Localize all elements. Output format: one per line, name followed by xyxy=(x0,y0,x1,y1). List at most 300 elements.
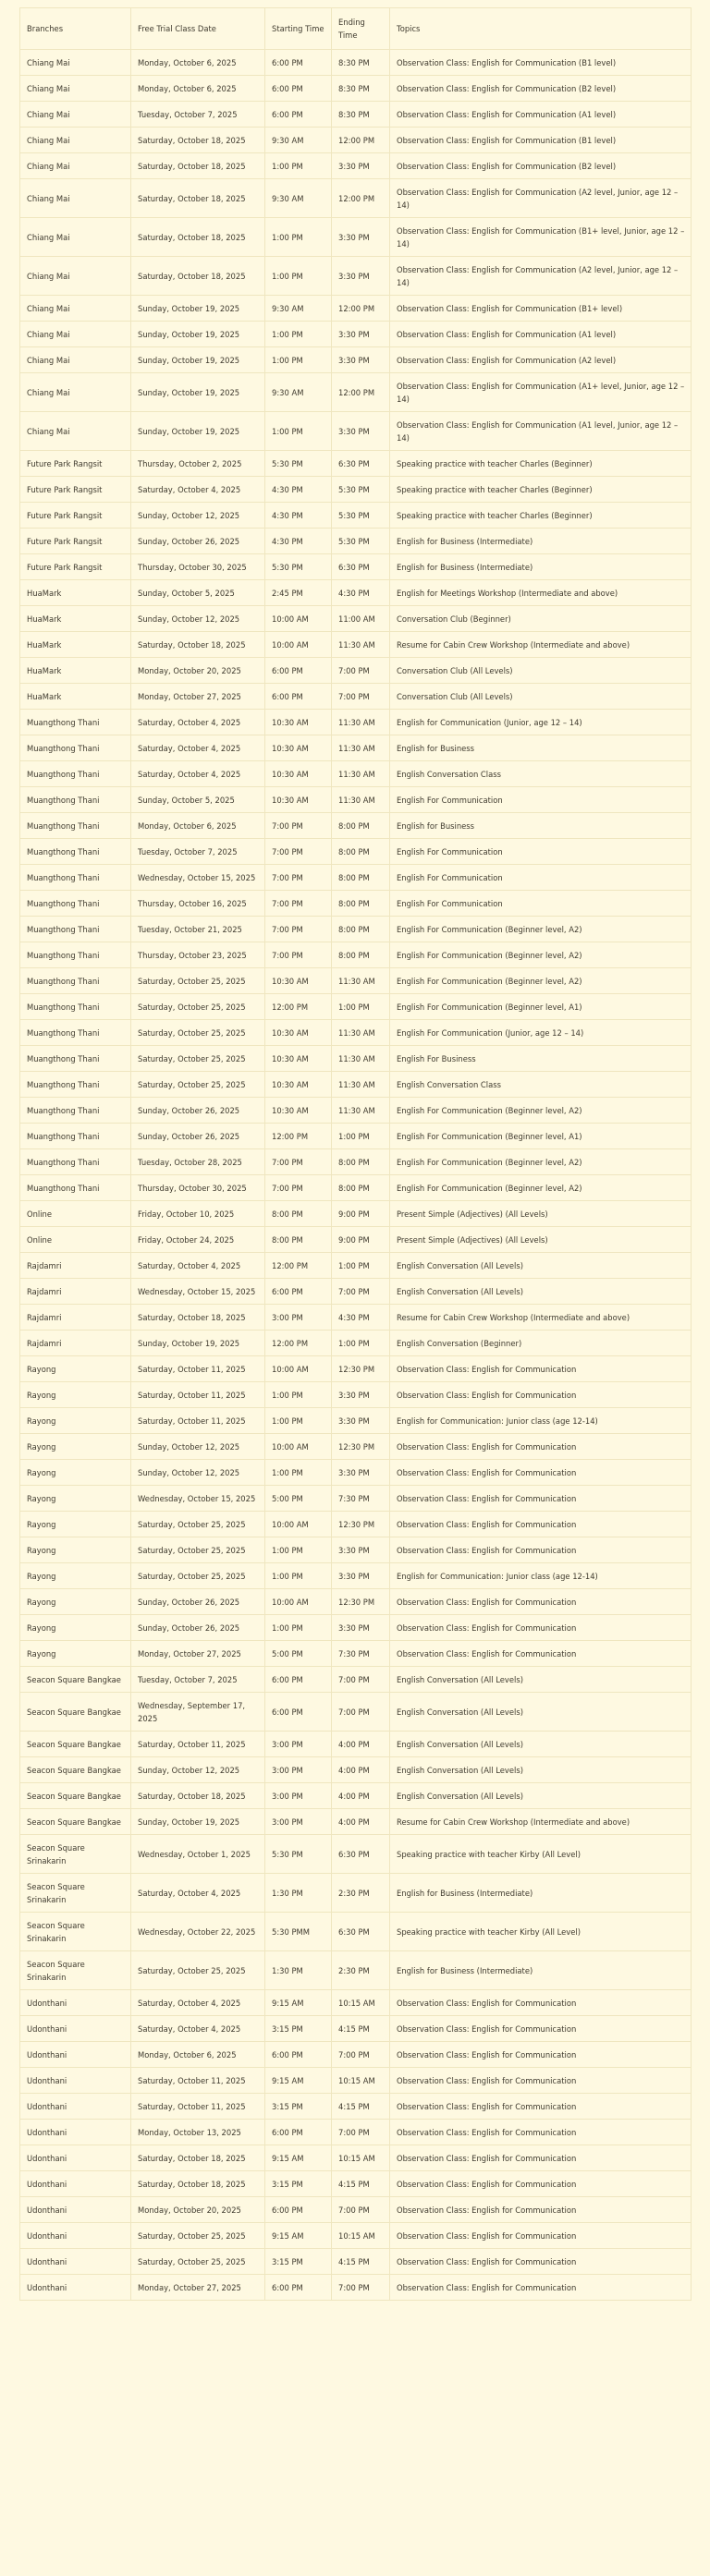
cell-start-time: 4:30 PM xyxy=(265,477,332,503)
cell-end-time: 7:00 PM xyxy=(332,2197,390,2223)
cell-end-time: 11:30 AM xyxy=(332,1046,390,1072)
cell-start-time: 5:30 PM xyxy=(265,451,332,477)
cell-date: Tuesday, October 7, 2025 xyxy=(131,839,265,865)
cell-end-time: 3:30 PM xyxy=(332,1537,390,1563)
cell-start-time: 10:00 AM xyxy=(265,632,332,658)
cell-end-time: 9:00 PM xyxy=(332,1227,390,1253)
cell-date: Monday, October 20, 2025 xyxy=(131,2197,265,2223)
cell-topic: Speaking practice with teacher Charles (Beginner) xyxy=(390,451,692,477)
cell-topic: Observation Class: English for Communication xyxy=(390,1641,692,1667)
cell-branch: Seacon Square Bangkae xyxy=(20,1693,131,1732)
cell-date: Sunday, October 12, 2025 xyxy=(131,503,265,529)
cell-end-time: 8:30 PM xyxy=(332,50,390,76)
cell-topic: Observation Class: English for Communication (A1 level) xyxy=(390,322,692,347)
cell-topic: Observation Class: English for Communication xyxy=(390,2120,692,2145)
cell-date: Saturday, October 4, 2025 xyxy=(131,477,265,503)
cell-date: Wednesday, October 15, 2025 xyxy=(131,1279,265,1305)
cell-branch: Seacon Square Bangkae xyxy=(20,1757,131,1783)
cell-topic: English Conversation (All Levels) xyxy=(390,1757,692,1783)
cell-branch: Udonthani xyxy=(20,2068,131,2094)
cell-start-time: 6:00 PM xyxy=(265,658,332,684)
cell-topic: English Conversation (All Levels) xyxy=(390,1279,692,1305)
cell-start-time: 5:30 PM xyxy=(265,1835,332,1874)
table-row xyxy=(20,2068,692,2094)
cell-end-time: 3:30 PM xyxy=(332,1563,390,1589)
cell-branch: Rayong xyxy=(20,1563,131,1589)
cell-start-time: 12:00 PM xyxy=(265,994,332,1020)
cell-branch: Muangthong Thani xyxy=(20,1020,131,1046)
cell-branch: HuaMark xyxy=(20,606,131,632)
table-row xyxy=(20,2249,692,2275)
cell-start-time: 6:00 PM xyxy=(265,1667,332,1693)
cell-date: Sunday, October 19, 2025 xyxy=(131,347,265,373)
cell-date: Monday, October 20, 2025 xyxy=(131,658,265,684)
cell-topic: Observation Class: English for Communication xyxy=(390,1537,692,1563)
cell-topic: English For Communication (Beginner level, A2) xyxy=(390,1098,692,1124)
cell-date: Sunday, October 19, 2025 xyxy=(131,412,265,451)
cell-topic: Observation Class: English for Communication (A2 level, Junior, age 12 – 14) xyxy=(390,257,692,296)
cell-date: Saturday, October 18, 2025 xyxy=(131,1305,265,1331)
cell-date: Wednesday, October 1, 2025 xyxy=(131,1835,265,1874)
table-row xyxy=(20,1537,692,1563)
cell-end-time: 2:30 PM xyxy=(332,1951,390,1990)
cell-topic: Observation Class: English for Communication xyxy=(390,1615,692,1641)
table-row xyxy=(20,942,692,968)
cell-date: Saturday, October 11, 2025 xyxy=(131,1732,265,1757)
table-row xyxy=(20,1783,692,1809)
cell-start-time: 10:30 AM xyxy=(265,1046,332,1072)
cell-topic: English Conversation Class xyxy=(390,1072,692,1098)
cell-end-time: 9:00 PM xyxy=(332,1201,390,1227)
cell-date: Monday, October 6, 2025 xyxy=(131,813,265,839)
cell-date: Saturday, October 18, 2025 xyxy=(131,153,265,179)
table-row xyxy=(20,917,692,942)
cell-topic: English for Meetings Workshop (Intermediate and above) xyxy=(390,580,692,606)
table-row xyxy=(20,1990,692,2016)
cell-start-time: 1:00 PM xyxy=(265,1563,332,1589)
table-row xyxy=(20,554,692,580)
cell-branch: Muangthong Thani xyxy=(20,891,131,917)
cell-topic: Observation Class: English for Communication xyxy=(390,2145,692,2171)
cell-end-time: 3:30 PM xyxy=(332,1460,390,1486)
cell-end-time: 7:00 PM xyxy=(332,1667,390,1693)
cell-end-time: 11:30 AM xyxy=(332,1072,390,1098)
cell-start-time: 6:00 PM xyxy=(265,76,332,102)
cell-start-time: 5:00 PM xyxy=(265,1486,332,1512)
cell-end-time: 6:30 PM xyxy=(332,554,390,580)
cell-date: Saturday, October 11, 2025 xyxy=(131,1408,265,1434)
table-row xyxy=(20,968,692,994)
cell-branch: Muangthong Thani xyxy=(20,761,131,787)
table-row xyxy=(20,1098,692,1124)
cell-branch: Seacon Square Srinakarin xyxy=(20,1951,131,1990)
cell-branch: Udonthani xyxy=(20,2197,131,2223)
cell-date: Wednesday, October 15, 2025 xyxy=(131,865,265,891)
cell-start-time: 1:00 PM xyxy=(265,257,332,296)
cell-branch: Rayong xyxy=(20,1460,131,1486)
table-row xyxy=(20,1331,692,1356)
table-row xyxy=(20,1486,692,1512)
cell-start-time: 6:00 PM xyxy=(265,684,332,710)
cell-start-time: 5:30 PM xyxy=(265,554,332,580)
cell-branch: Online xyxy=(20,1201,131,1227)
cell-start-time: 7:00 PM xyxy=(265,813,332,839)
cell-start-time: 3:15 PM xyxy=(265,2016,332,2042)
cell-topic: Resume for Cabin Crew Workshop (Intermediate and above) xyxy=(390,1305,692,1331)
cell-branch: Rajdamri xyxy=(20,1279,131,1305)
cell-date: Saturday, October 11, 2025 xyxy=(131,2068,265,2094)
cell-start-time: 6:00 PM xyxy=(265,2275,332,2301)
cell-topic: Observation Class: English for Communication (A2 level, Junior, age 12 – 14) xyxy=(390,179,692,218)
cell-end-time: 4:00 PM xyxy=(332,1809,390,1835)
cell-start-time: 5:30 PMM xyxy=(265,1913,332,1951)
cell-topic: English for Business (Intermediate) xyxy=(390,1951,692,1990)
table-row xyxy=(20,761,692,787)
cell-branch: Seacon Square Srinakarin xyxy=(20,1874,131,1913)
table-row xyxy=(20,1253,692,1279)
table-row xyxy=(20,477,692,503)
cell-branch: Chiang Mai xyxy=(20,102,131,128)
cell-date: Saturday, October 25, 2025 xyxy=(131,1563,265,1589)
cell-topic: English For Communication xyxy=(390,787,692,813)
table-row xyxy=(20,1072,692,1098)
cell-topic: Speaking practice with teacher Kirby (All Level) xyxy=(390,1835,692,1874)
cell-branch: Udonthani xyxy=(20,2145,131,2171)
cell-date: Friday, October 24, 2025 xyxy=(131,1227,265,1253)
cell-topic: Conversation Club (All Levels) xyxy=(390,658,692,684)
cell-end-time: 8:00 PM xyxy=(332,891,390,917)
cell-start-time: 4:30 PM xyxy=(265,529,332,554)
cell-end-time: 4:00 PM xyxy=(332,1783,390,1809)
cell-start-time: 3:00 PM xyxy=(265,1305,332,1331)
cell-date: Saturday, October 4, 2025 xyxy=(131,2016,265,2042)
cell-date: Monday, October 13, 2025 xyxy=(131,2120,265,2145)
cell-date: Sunday, October 26, 2025 xyxy=(131,1615,265,1641)
cell-end-time: 8:00 PM xyxy=(332,1149,390,1175)
cell-end-time: 12:30 PM xyxy=(332,1356,390,1382)
cell-end-time: 12:00 PM xyxy=(332,373,390,412)
cell-end-time: 1:00 PM xyxy=(332,1253,390,1279)
cell-start-time: 7:00 PM xyxy=(265,891,332,917)
cell-date: Sunday, October 19, 2025 xyxy=(131,322,265,347)
cell-end-time: 10:15 AM xyxy=(332,1990,390,2016)
cell-end-time: 8:00 PM xyxy=(332,942,390,968)
cell-start-time: 10:30 AM xyxy=(265,1020,332,1046)
cell-topic: Observation Class: English for Communication (A1 level) xyxy=(390,102,692,128)
cell-topic: English for Communication (Junior, age 12 – 14) xyxy=(390,710,692,735)
cell-branch: HuaMark xyxy=(20,632,131,658)
header-start-time: Starting Time xyxy=(265,8,332,50)
cell-end-time: 11:30 AM xyxy=(332,1020,390,1046)
cell-date: Sunday, October 19, 2025 xyxy=(131,1809,265,1835)
cell-topic: Observation Class: English for Communication xyxy=(390,2171,692,2197)
cell-branch: Seacon Square Srinakarin xyxy=(20,1835,131,1874)
cell-branch: Future Park Rangsit xyxy=(20,477,131,503)
table-row xyxy=(20,1460,692,1486)
cell-branch: Online xyxy=(20,1227,131,1253)
cell-topic: Speaking practice with teacher Kirby (All Level) xyxy=(390,1913,692,1951)
cell-end-time: 6:30 PM xyxy=(332,1913,390,1951)
cell-end-time: 4:15 PM xyxy=(332,2249,390,2275)
cell-date: Sunday, October 12, 2025 xyxy=(131,1757,265,1783)
table-row xyxy=(20,1757,692,1783)
cell-date: Saturday, October 18, 2025 xyxy=(131,632,265,658)
table-row xyxy=(20,1124,692,1149)
cell-start-time: 8:00 PM xyxy=(265,1201,332,1227)
table-row xyxy=(20,1149,692,1175)
cell-end-time: 5:30 PM xyxy=(332,477,390,503)
cell-start-time: 12:00 PM xyxy=(265,1124,332,1149)
cell-branch: HuaMark xyxy=(20,658,131,684)
cell-end-time: 7:00 PM xyxy=(332,1693,390,1732)
cell-date: Saturday, October 18, 2025 xyxy=(131,257,265,296)
table-row xyxy=(20,787,692,813)
cell-branch: Future Park Rangsit xyxy=(20,503,131,529)
cell-date: Saturday, October 25, 2025 xyxy=(131,1512,265,1537)
cell-branch: Muangthong Thani xyxy=(20,865,131,891)
cell-end-time: 4:15 PM xyxy=(332,2094,390,2120)
cell-topic: Observation Class: English for Communication xyxy=(390,1460,692,1486)
cell-branch: Seacon Square Bangkae xyxy=(20,1809,131,1835)
table-row xyxy=(20,1693,692,1732)
cell-branch: Rajdamri xyxy=(20,1305,131,1331)
table-row xyxy=(20,658,692,684)
cell-end-time: 5:30 PM xyxy=(332,503,390,529)
cell-branch: Udonthani xyxy=(20,2275,131,2301)
table-row xyxy=(20,684,692,710)
table-row xyxy=(20,632,692,658)
cell-date: Sunday, October 19, 2025 xyxy=(131,296,265,322)
cell-topic: English Conversation (All Levels) xyxy=(390,1253,692,1279)
table-row xyxy=(20,1279,692,1305)
cell-date: Saturday, October 25, 2025 xyxy=(131,968,265,994)
cell-start-time: 7:00 PM xyxy=(265,942,332,968)
cell-date: Sunday, October 19, 2025 xyxy=(131,373,265,412)
cell-branch: Rayong xyxy=(20,1512,131,1537)
cell-date: Saturday, October 4, 2025 xyxy=(131,1874,265,1913)
cell-topic: English For Communication xyxy=(390,865,692,891)
cell-date: Saturday, October 18, 2025 xyxy=(131,128,265,153)
table-row xyxy=(20,1589,692,1615)
cell-start-time: 7:00 PM xyxy=(265,917,332,942)
cell-topic: English Conversation (Beginner) xyxy=(390,1331,692,1356)
cell-end-time: 3:30 PM xyxy=(332,1382,390,1408)
table-body xyxy=(20,50,692,2301)
cell-topic: English For Communication (Beginner level, A1) xyxy=(390,1124,692,1149)
cell-start-time: 10:30 AM xyxy=(265,1098,332,1124)
header-end-time: Ending Time xyxy=(332,8,390,50)
cell-start-time: 6:00 PM xyxy=(265,1693,332,1732)
cell-topic: Observation Class: English for Communication (A1 level, Junior, age 12 – 14) xyxy=(390,412,692,451)
cell-branch: Rayong xyxy=(20,1537,131,1563)
cell-topic: English For Communication (Beginner level, A2) xyxy=(390,1175,692,1201)
cell-date: Saturday, October 11, 2025 xyxy=(131,2094,265,2120)
table-row xyxy=(20,1913,692,1951)
cell-topic: English For Communication xyxy=(390,839,692,865)
cell-start-time: 6:00 PM xyxy=(265,2120,332,2145)
cell-topic: English For Communication (Beginner level, A1) xyxy=(390,994,692,1020)
table-row xyxy=(20,257,692,296)
cell-end-time: 12:00 PM xyxy=(332,179,390,218)
cell-end-time: 1:00 PM xyxy=(332,994,390,1020)
table-row xyxy=(20,373,692,412)
cell-topic: English for Business (Intermediate) xyxy=(390,529,692,554)
cell-topic: Observation Class: English for Communication xyxy=(390,1434,692,1460)
table-row xyxy=(20,102,692,128)
cell-date: Wednesday, October 22, 2025 xyxy=(131,1913,265,1951)
cell-branch: Muangthong Thani xyxy=(20,1149,131,1175)
table-row xyxy=(20,891,692,917)
table-row xyxy=(20,994,692,1020)
cell-end-time: 10:15 AM xyxy=(332,2145,390,2171)
cell-end-time: 4:15 PM xyxy=(332,2171,390,2197)
table-row xyxy=(20,2171,692,2197)
table-row xyxy=(20,1201,692,1227)
cell-start-time: 1:00 PM xyxy=(265,153,332,179)
cell-topic: Observation Class: English for Communication (B1+ level, Junior, age 12 – 14) xyxy=(390,218,692,257)
cell-end-time: 3:30 PM xyxy=(332,322,390,347)
cell-branch: Chiang Mai xyxy=(20,412,131,451)
cell-start-time: 10:30 AM xyxy=(265,761,332,787)
cell-branch: Future Park Rangsit xyxy=(20,529,131,554)
cell-start-time: 10:30 AM xyxy=(265,787,332,813)
table-row xyxy=(20,1020,692,1046)
cell-branch: Muangthong Thani xyxy=(20,942,131,968)
cell-date: Monday, October 6, 2025 xyxy=(131,50,265,76)
cell-date: Saturday, October 25, 2025 xyxy=(131,2249,265,2275)
cell-date: Sunday, October 5, 2025 xyxy=(131,580,265,606)
cell-date: Saturday, October 18, 2025 xyxy=(131,2145,265,2171)
cell-topic: English For Communication (Junior, age 12 – 14) xyxy=(390,1020,692,1046)
cell-date: Saturday, October 4, 2025 xyxy=(131,1990,265,2016)
cell-start-time: 10:30 AM xyxy=(265,968,332,994)
cell-topic: Observation Class: English for Communication xyxy=(390,1589,692,1615)
cell-topic: Observation Class: English for Communication (A1+ level, Junior, age 12 – 14) xyxy=(390,373,692,412)
cell-date: Saturday, October 25, 2025 xyxy=(131,1046,265,1072)
cell-date: Wednesday, September 17, 2025 xyxy=(131,1693,265,1732)
cell-end-time: 4:30 PM xyxy=(332,580,390,606)
cell-start-time: 9:30 AM xyxy=(265,373,332,412)
table-row xyxy=(20,76,692,102)
cell-branch: Chiang Mai xyxy=(20,50,131,76)
cell-branch: Chiang Mai xyxy=(20,128,131,153)
cell-start-time: 3:15 PM xyxy=(265,2094,332,2120)
cell-branch: Seacon Square Bangkae xyxy=(20,1732,131,1757)
cell-topic: Present Simple (Adjectives) (All Levels) xyxy=(390,1201,692,1227)
cell-end-time: 7:00 PM xyxy=(332,1279,390,1305)
cell-branch: Rajdamri xyxy=(20,1331,131,1356)
cell-date: Saturday, October 18, 2025 xyxy=(131,218,265,257)
cell-branch: Muangthong Thani xyxy=(20,710,131,735)
cell-date: Monday, October 6, 2025 xyxy=(131,76,265,102)
cell-end-time: 3:30 PM xyxy=(332,1408,390,1434)
cell-topic: English Conversation (All Levels) xyxy=(390,1667,692,1693)
cell-start-time: 1:00 PM xyxy=(265,1382,332,1408)
cell-end-time: 10:15 AM xyxy=(332,2068,390,2094)
cell-end-time: 1:00 PM xyxy=(332,1124,390,1149)
cell-start-time: 7:00 PM xyxy=(265,865,332,891)
cell-start-time: 12:00 PM xyxy=(265,1331,332,1356)
cell-topic: Observation Class: English for Communication xyxy=(390,2223,692,2249)
cell-end-time: 7:00 PM xyxy=(332,2275,390,2301)
cell-end-time: 7:30 PM xyxy=(332,1486,390,1512)
cell-topic: Conversation Club (All Levels) xyxy=(390,684,692,710)
cell-topic: Observation Class: English for Communication (B2 level) xyxy=(390,76,692,102)
cell-branch: Chiang Mai xyxy=(20,218,131,257)
cell-branch: Chiang Mai xyxy=(20,373,131,412)
cell-start-time: 12:00 PM xyxy=(265,1253,332,1279)
cell-end-time: 7:00 PM xyxy=(332,2120,390,2145)
cell-date: Saturday, October 25, 2025 xyxy=(131,1951,265,1990)
cell-end-time: 7:00 PM xyxy=(332,684,390,710)
cell-end-time: 7:30 PM xyxy=(332,1641,390,1667)
cell-branch: Udonthani xyxy=(20,2249,131,2275)
cell-branch: Udonthani xyxy=(20,2120,131,2145)
table-row xyxy=(20,1175,692,1201)
table-row xyxy=(20,1408,692,1434)
table-row xyxy=(20,128,692,153)
cell-date: Sunday, October 26, 2025 xyxy=(131,529,265,554)
cell-branch: HuaMark xyxy=(20,684,131,710)
cell-date: Tuesday, October 28, 2025 xyxy=(131,1149,265,1175)
cell-topic: Observation Class: English for Communication xyxy=(390,1486,692,1512)
cell-end-time: 8:00 PM xyxy=(332,1175,390,1201)
table-row xyxy=(20,1809,692,1835)
cell-branch: Chiang Mai xyxy=(20,347,131,373)
cell-topic: English For Communication (Beginner level, A2) xyxy=(390,1149,692,1175)
cell-date: Sunday, October 19, 2025 xyxy=(131,1331,265,1356)
cell-end-time: 11:30 AM xyxy=(332,787,390,813)
cell-branch: Muangthong Thani xyxy=(20,787,131,813)
cell-branch: Chiang Mai xyxy=(20,257,131,296)
cell-topic: Observation Class: English for Communication xyxy=(390,2249,692,2275)
cell-start-time: 7:00 PM xyxy=(265,839,332,865)
cell-topic: Observation Class: English for Communication (B1 level) xyxy=(390,128,692,153)
table-row xyxy=(20,2094,692,2120)
cell-branch: Muangthong Thani xyxy=(20,917,131,942)
cell-branch: Rayong xyxy=(20,1589,131,1615)
cell-start-time: 3:00 PM xyxy=(265,1809,332,1835)
cell-topic: English for Business (Intermediate) xyxy=(390,1874,692,1913)
cell-branch: Muangthong Thani xyxy=(20,1098,131,1124)
cell-branch: Muangthong Thani xyxy=(20,1175,131,1201)
cell-topic: Observation Class: English for Communication xyxy=(390,2042,692,2068)
cell-topic: English Conversation Class xyxy=(390,761,692,787)
cell-date: Saturday, October 11, 2025 xyxy=(131,1382,265,1408)
cell-start-time: 1:00 PM xyxy=(265,1408,332,1434)
cell-end-time: 4:00 PM xyxy=(332,1732,390,1757)
cell-end-time: 3:30 PM xyxy=(332,153,390,179)
cell-branch: Muangthong Thani xyxy=(20,1046,131,1072)
cell-topic: Observation Class: English for Communication (B1+ level) xyxy=(390,296,692,322)
cell-date: Saturday, October 4, 2025 xyxy=(131,761,265,787)
cell-date: Sunday, October 12, 2025 xyxy=(131,606,265,632)
table-row xyxy=(20,2016,692,2042)
cell-start-time: 1:30 PM xyxy=(265,1874,332,1913)
cell-date: Sunday, October 26, 2025 xyxy=(131,1098,265,1124)
table-row xyxy=(20,1951,692,1990)
cell-branch: Udonthani xyxy=(20,2042,131,2068)
cell-topic: Conversation Club (Beginner) xyxy=(390,606,692,632)
cell-end-time: 4:00 PM xyxy=(332,1757,390,1783)
header-topic: Topics xyxy=(390,8,692,50)
cell-end-time: 8:00 PM xyxy=(332,813,390,839)
cell-start-time: 7:00 PM xyxy=(265,1175,332,1201)
table-row xyxy=(20,2042,692,2068)
cell-topic: Observation Class: English for Communication xyxy=(390,1990,692,2016)
cell-topic: English for Business xyxy=(390,813,692,839)
cell-end-time: 3:30 PM xyxy=(332,218,390,257)
